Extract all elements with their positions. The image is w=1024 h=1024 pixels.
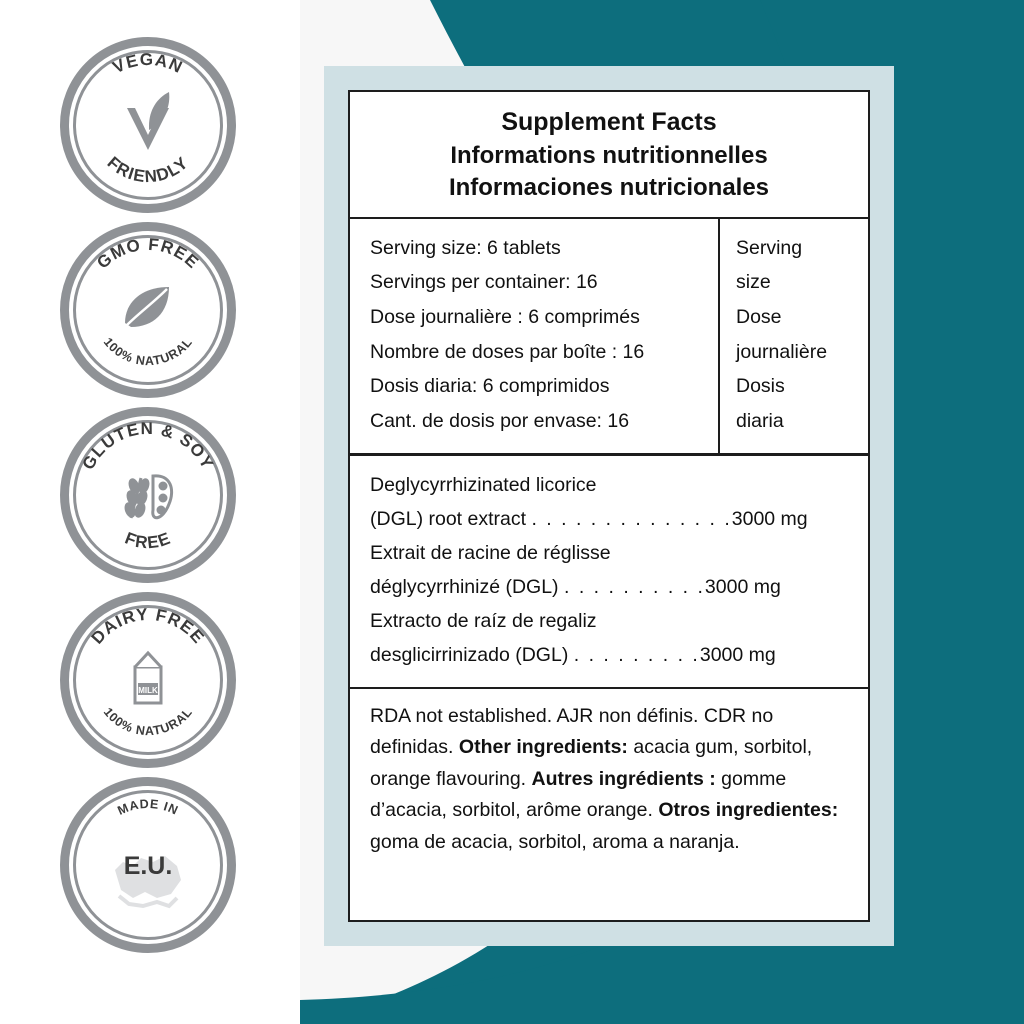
ingredient-amount: 3000 mg [704, 576, 781, 599]
other-ingredients-label-fr: Autres ingrédients : [531, 767, 716, 790]
other-ingredients-label-en: Other ingredients: [458, 736, 628, 759]
certification-badges [53, 30, 253, 955]
svg-text:100% NATURAL [101, 335, 195, 368]
ingredient-list [350, 456, 868, 689]
ingredient-amount-line [370, 638, 850, 672]
badge-bottom-label: 100% NATURAL [100, 334, 196, 369]
facts-header [350, 92, 868, 219]
ingredient-amount-line [370, 570, 850, 604]
ingredient-name-continued: (DGL) root extract [370, 507, 527, 530]
svg-text:VEGAN [110, 50, 186, 77]
facts-title-en: Supplement Facts [501, 108, 717, 136]
badge-top-label: GMO FREE [93, 234, 203, 273]
serving-label-line: diaria [736, 410, 784, 433]
milk-carton-icon [135, 653, 161, 703]
ingredient-name-line: Extrait de racine de réglisse [370, 542, 611, 564]
svg-text:100% NATURAL [101, 705, 195, 738]
svg-text:FREE [122, 528, 173, 552]
serving-details-column [350, 219, 720, 453]
badge-vegan-friendly [53, 30, 243, 220]
ingredient-name-continued: desglicirrinizado (DGL) [370, 644, 569, 667]
other-ingredients-fr: gomme d’acacia, sorbitol, arôme orange. [370, 767, 787, 822]
serving-label-column [720, 219, 868, 453]
badge-top-label: GLUTEN & SOY [78, 418, 218, 473]
serving-information [350, 219, 868, 456]
serving-line: Cant. de dosis por envase: 16 [370, 410, 630, 433]
serving-line: Servings per container: 16 [370, 271, 598, 294]
badge-bottom-label: FRIENDLY [103, 152, 193, 187]
svg-text:MADE IN [116, 797, 181, 818]
facts-title-fr: Informations nutritionnelles [450, 141, 768, 169]
rda-note: RDA not established. AJR non définis. CDR no definidas. [370, 704, 774, 759]
svg-text:GMO FREE [93, 235, 203, 273]
leader-dots: . . . . . . . . . [573, 644, 700, 667]
other-ingredients-label-es: Otros ingredientes: [658, 799, 839, 822]
other-ingredients-en: acacia gum, sorbitol, orange flavouring. [370, 736, 813, 790]
serving-line: Serving size: 6 tablets [370, 236, 561, 259]
wheat-soy-icon [123, 476, 172, 519]
serving-label-line: size [736, 271, 771, 294]
badge-gluten-soy-free [53, 400, 243, 590]
serving-label-line: Dose [736, 305, 782, 328]
svg-text:DAIRY FREE [88, 605, 209, 648]
ingredient-name-line: Extracto de raíz de regaliz [370, 610, 597, 633]
ingredient-name-line: Deglycyrrhizinated licorice [370, 473, 597, 496]
ingredient-amount: 3000 mg [731, 507, 808, 530]
leaf-v-icon [127, 92, 169, 150]
serving-label-line: Dosis [736, 375, 785, 398]
badge-made-in-eu [53, 770, 243, 960]
badge-top-label: MADE IN [115, 796, 181, 818]
badge-gmo-free [53, 215, 243, 405]
svg-text:FRIENDLY [104, 153, 193, 186]
ingredient-amount: 3000 mg [699, 644, 776, 667]
ingredient-name-continued: déglycyrrhinizé (DGL) [370, 576, 559, 599]
ingredient-amount-line [370, 502, 850, 536]
serving-line: Dose journalière : 6 comprimés [370, 305, 640, 328]
badge-bottom-label: 100% NATURAL [100, 704, 196, 739]
leaf-icon [125, 287, 169, 327]
badge-center-label: MILK [138, 686, 158, 695]
serving-label-line: journalière [736, 340, 828, 363]
other-ingredients-es: goma de acacia, sorbitol, aroma a naranja. [370, 830, 740, 853]
facts-title-es: Informaciones nutricionales [448, 174, 770, 202]
leader-dots: . . . . . . . . . . . . . . [531, 507, 732, 530]
leader-dots: . . . . . . . . . . [563, 576, 705, 599]
badge-top-label: DAIRY FREE [87, 604, 209, 648]
badge-top-label: VEGAN [109, 49, 187, 78]
supplement-facts-panel [348, 90, 870, 922]
badge-center-label: E.U. [123, 852, 173, 880]
badge-bottom-label: FREE [122, 528, 174, 553]
serving-line: Nombre de doses par boîte : 16 [370, 340, 645, 363]
badge-dairy-free [53, 585, 243, 775]
serving-label-line: Serving [736, 236, 803, 259]
serving-line: Dosis diaria: 6 comprimidos [370, 375, 610, 398]
other-ingredients-note [350, 689, 868, 869]
svg-text:GLUTEN & SOY [79, 419, 218, 473]
